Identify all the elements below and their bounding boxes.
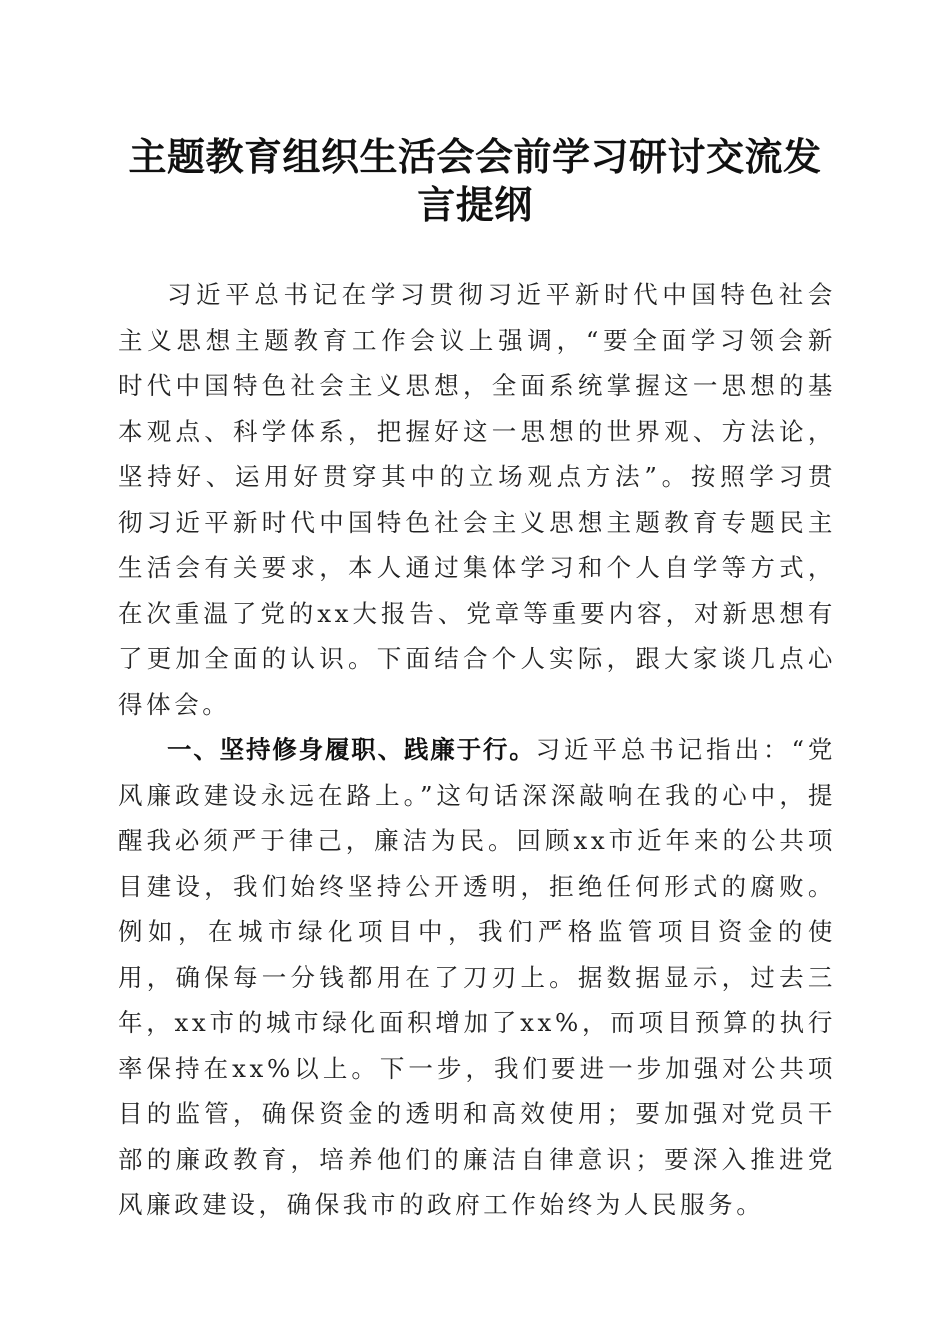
intro-paragraph — [118, 272, 836, 727]
section-one-text: 习近平总书记指出：“党风廉政建设永远在路上。”这句话深深敲响在我的心中，提醒我必须严于律己，廉洁为民。回顾xx市近年来的公共项目建设，我们始终坚持公开透明，拒绝任何形式的腐败。例如，在城市绿化项目中，我们严格监管项目资金的使用，确保每一分钱都用在了刀刃上。据数据显示，过去三年，xx市的城市绿化面积增加了xx%，而项目预算的执行率保持在xx%以上。下一步，我们要进一步加强对公共项目的监管，确保资金的透明和高效使用；要加强对党员干部的廉政教育，培养他们的廉洁自律意识；要深入推进党风廉政建设，确保我市的政府工作始终为人民服务。 — [118, 735, 836, 1219]
document-title: 主题教育组织生活会会前学习研讨交流发言提纲 — [128, 134, 822, 227]
intro-paragraph-text: 习近平总书记在学习贯彻习近平新时代中国特色社会主义思想主题教育工作会议上强调，“要全面学习领会新时代中国特色社会主义思想，全面系统掌握这一思想的基本观点、科学体系，把握好这一思想的世界观、方法论，坚持好、运用好贯穿其中的立场观点方法”。按照学习贯彻习近平新时代中国特色社会主义思想主题教育专题民主生活会有关要求，本人通过集体学习和个人自学等方式，在次重温了党的xx大报告、党章等重要内容，对新思想有了更加全面的认识。下面结合个人实际，跟大家谈几点心得体会。 — [118, 280, 836, 719]
section-one-heading: 一、坚持修身履职、践廉于行。 — [167, 735, 536, 764]
section-one-paragraph — [118, 727, 836, 1228]
document-body — [118, 272, 836, 1228]
